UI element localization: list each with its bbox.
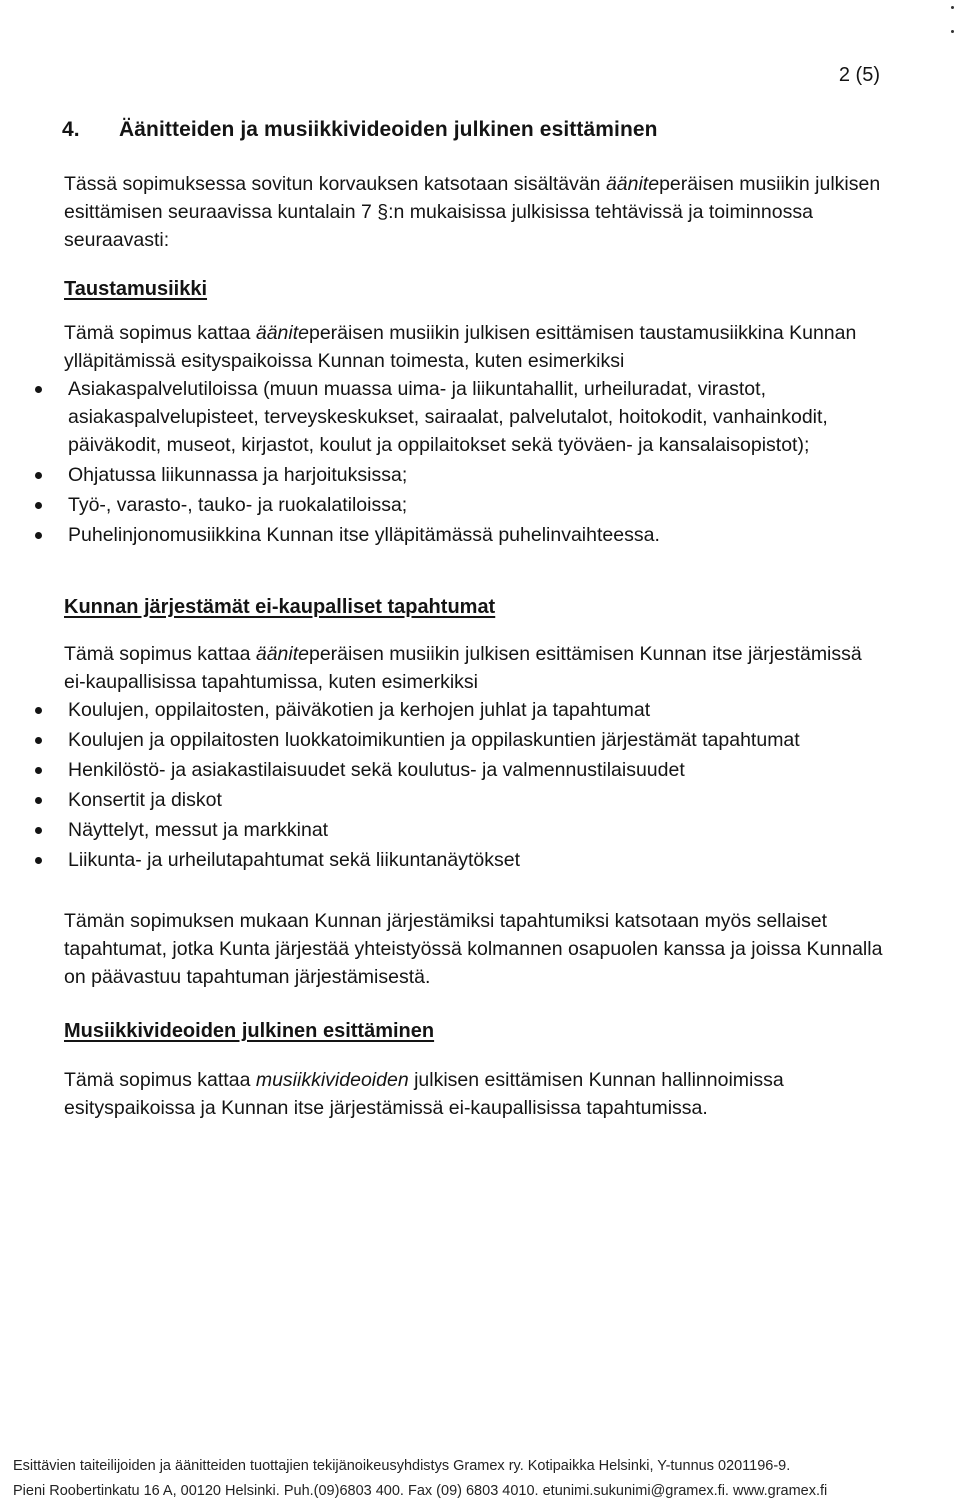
musiikkivideot-text-before: Tämä sopimus kattaa	[64, 1069, 256, 1091]
list-item-text: Ohjatussa liikunnassa ja harjoituksissa;	[68, 464, 408, 486]
bullet-icon	[35, 857, 42, 864]
tapahtumat-text-italic: äänite	[255, 643, 309, 665]
list-item-text: Liikunta- ja urheilutapahtumat sekä liikuntanäytökset	[68, 849, 521, 871]
bullet-icon	[35, 532, 42, 539]
bullet-icon	[35, 707, 42, 714]
list-item-text: Konsertit ja diskot	[68, 789, 222, 811]
intro-text-italic: äänite	[605, 173, 660, 195]
list-item	[0, 491, 884, 519]
taustamusiikki-paragraph	[64, 319, 884, 375]
intro-paragraph	[64, 170, 884, 254]
tapahtumat-section	[64, 640, 884, 876]
list-item	[0, 726, 884, 754]
bullet-icon	[35, 797, 42, 804]
list-item-text: Henkilöstö- ja asiakastilaisuudet sekä koulutus- ja valmennustilaisuudet	[68, 759, 685, 781]
list-item	[0, 696, 884, 724]
taustamusiikki-section	[64, 319, 884, 551]
taustamusiikki-text-before: Tämä sopimus kattaa	[64, 322, 256, 344]
list-item-text: Näyttelyt, messut ja markkinat	[68, 819, 329, 841]
list-item-text: Koulujen, oppilaitosten, päiväkotien ja kerhojen juhlat ja tapahtumat	[68, 699, 651, 721]
tapahtumat-text-after: peräisen musiikin julkisen esittämisen Kunnan itse järjestämissä ei-kaupallisissa tapahtumissa, kuten esimerkiksi	[64, 643, 862, 693]
list-item-text: Työ-, varasto-, tauko- ja ruokalatiloissa;	[68, 494, 408, 516]
list-item-text: Asiakaspalvelutiloissa (muun muassa uima- ja liikuntahallit, urheiluradat, virastot, asiakaspalvelupisteet, terveyskeskukset, sairaalat, palvelutalot, hoitokodit, vanhainkodit, päiväkodit, museot, kirjastot, koulut ja oppilaitokset sekä työväen- ja kansalaisopistot);	[68, 378, 828, 456]
musiikkivideot-paragraph	[64, 1066, 884, 1122]
intro-text-before: Tässä sopimuksessa sovitun korvauksen katsotaan sisältävän	[64, 173, 606, 195]
intro-text-after: peräisen musiikin julkisen esittämisen seuraavissa kuntalain 7 §:n mukaisissa julkisissa tehtävissä ja toiminnossa seuraavasti:	[64, 173, 881, 251]
list-item	[0, 375, 884, 459]
taustamusiikki-text-after: peräisen musiikin julkisen esittämisen taustamusiikkina Kunnan ylläpitämissä esityspaikoissa Kunnan toimesta, kuten esimerkiksi	[64, 322, 857, 372]
list-item	[0, 521, 884, 549]
list-item	[0, 846, 884, 874]
list-item	[0, 786, 884, 814]
tapahtumat-closing: Tämän sopimuksen mukaan Kunnan järjestämiksi tapahtumiksi katsotaan myös sellaiset tapahtumat, jotka Kunta järjestää yhteistyössä kolmannen osapuolen kanssa ja joissa Kunnalla on päävastuu tapahtuman järjestämisestä.	[64, 910, 883, 988]
section-number: 4.	[62, 118, 80, 141]
bullet-icon	[35, 767, 42, 774]
bullet-icon	[35, 386, 42, 393]
section-title: Äänitteiden ja musiikkivideoiden julkinen esittäminen	[119, 118, 658, 141]
section-heading	[62, 118, 658, 142]
scan-mark	[951, 30, 954, 33]
taustamusiikki-list	[0, 375, 884, 549]
bullet-icon	[35, 827, 42, 834]
musiikkivideot-text-after: julkisen esittämisen Kunnan hallinnoimissa esityspaikoissa ja Kunnan itse järjestämissä ei-kaupallisissa tapahtumissa.	[64, 1069, 784, 1119]
footer-line-2: Pieni Roobertinkatu 16 A, 00120 Helsinki. Puh.(09)6803 400. Fax (09) 6803 4010. etunimi.sukunimi@gramex.fi. www.gramex.fi	[13, 1483, 828, 1499]
list-item-text: Koulujen ja oppilaitosten luokkatoimikuntien ja oppilaskuntien järjestämät tapahtumat	[68, 729, 800, 751]
list-item-text: Puhelinjonomusiikkina Kunnan itse ylläpitämässä puhelinvaihteessa.	[68, 524, 660, 546]
page-number: 2 (5)	[838, 64, 880, 86]
list-item	[0, 756, 884, 784]
musiikkivideot-heading: Musiikkivideoiden julkinen esittäminen	[64, 1020, 435, 1042]
bullet-icon	[35, 472, 42, 479]
musiikkivideot-text-italic: musiikkivideoiden	[255, 1069, 409, 1091]
tapahtumat-text-before: Tämä sopimus kattaa	[64, 643, 256, 665]
list-item	[0, 461, 884, 489]
taustamusiikki-heading: Taustamusiikki	[64, 278, 208, 300]
tapahtumat-heading: Kunnan järjestämät ei-kaupalliset tapahtumat	[64, 596, 496, 618]
bullet-icon	[35, 502, 42, 509]
tapahtumat-paragraph	[64, 640, 884, 696]
footer-line-1: Esittävien taiteilijoiden ja äänitteiden tuottajien tekijänoikeusyhdistys Gramex ry. Kotipaikka Helsinki, Y-tunnus 0201196-9.	[13, 1458, 791, 1474]
taustamusiikki-text-italic: äänite	[255, 322, 309, 344]
tapahtumat-list	[0, 696, 884, 874]
bullet-icon	[35, 737, 42, 744]
list-item	[0, 816, 884, 844]
scan-mark	[951, 6, 954, 9]
